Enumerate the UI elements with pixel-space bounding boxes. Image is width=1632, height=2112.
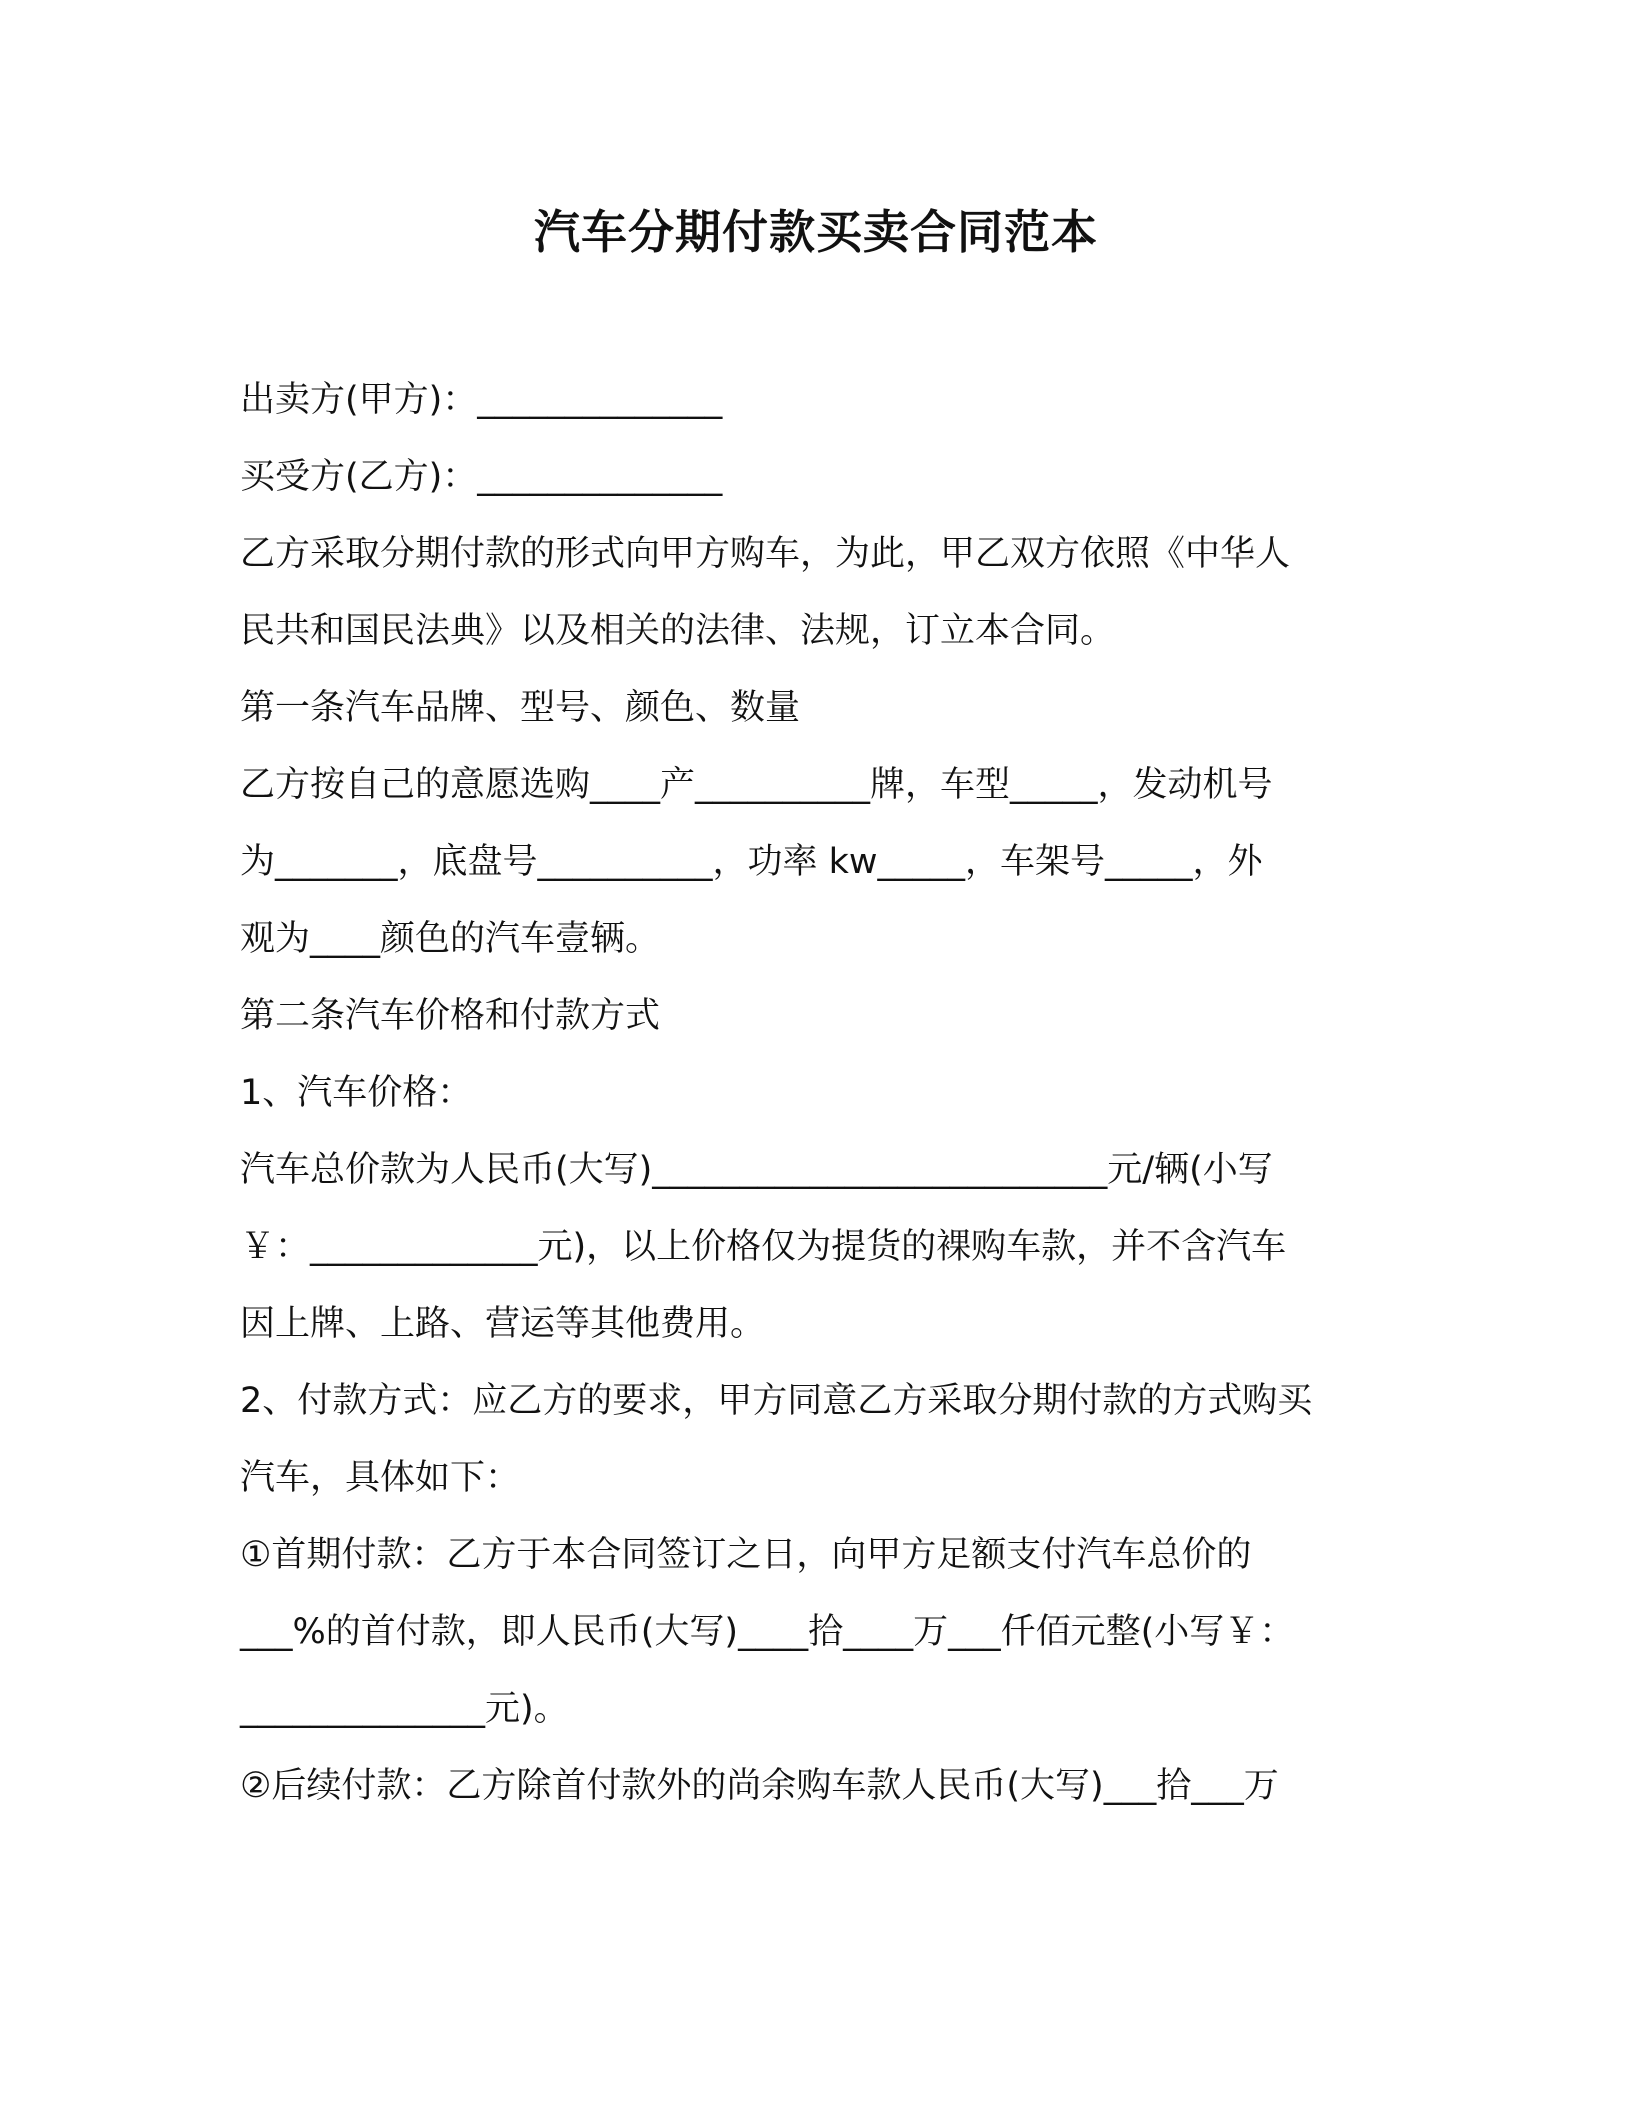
article-1-line-2: 为_______，底盘号__________，功率 kw_____，车架号_____，外 [240, 842, 1263, 882]
preamble-line-2: 民共和国民法典》以及相关的法律、法规，订立本合同。 [240, 611, 1116, 651]
price-subheading: 1、汽车价格： [240, 1073, 473, 1113]
subsequent-payment-line-1: ②后续付款：乙方除首付款外的尚余购车款人民币(大写)___拾___万 [240, 1766, 1279, 1806]
preamble-line-1: 乙方采取分期付款的形式向甲方购车，为此，甲乙双方依照《中华人 [240, 534, 1291, 574]
seller-line: 出卖方(甲方)：______________ [240, 380, 723, 420]
article-1-heading: 第一条汽车品牌、型号、颜色、数量 [240, 688, 801, 728]
first-payment-line-2: ___%的首付款，即人民币(大写)____拾____万___仟佰元整(小写￥： [240, 1612, 1295, 1652]
first-payment-line-3: ______________元)。 [240, 1689, 569, 1729]
payment-method-line-2: 汽车，具体如下： [240, 1458, 521, 1498]
price-line-2: ￥：_____________元)，以上价格仅为提货的裸购车款，并不含汽车 [240, 1227, 1287, 1267]
buyer-line: 买受方(乙方)：______________ [240, 457, 723, 497]
article-1-line-1: 乙方按自己的意愿选购____产__________牌，车型_____，发动机号 [240, 765, 1273, 805]
payment-method-line-1: 2、付款方式：应乙方的要求，甲方同意乙方采取分期付款的方式购买 [240, 1381, 1313, 1421]
article-1-line-3: 观为____颜色的汽车壹辆。 [240, 919, 661, 959]
document-title: 汽车分期付款买卖合同范本 [534, 205, 1098, 259]
first-payment-line-1: ①首期付款：乙方于本合同签订之日，向甲方足额支付汽车总价的 [240, 1535, 1252, 1575]
price-line-3: 因上牌、上路、营运等其他费用。 [240, 1304, 766, 1344]
contract-body [240, 362, 1400, 1825]
price-line-1: 汽车总价款为人民币(大写)__________________________元/辆(小写 [240, 1150, 1273, 1190]
article-2-heading: 第二条汽车价格和付款方式 [240, 996, 661, 1036]
